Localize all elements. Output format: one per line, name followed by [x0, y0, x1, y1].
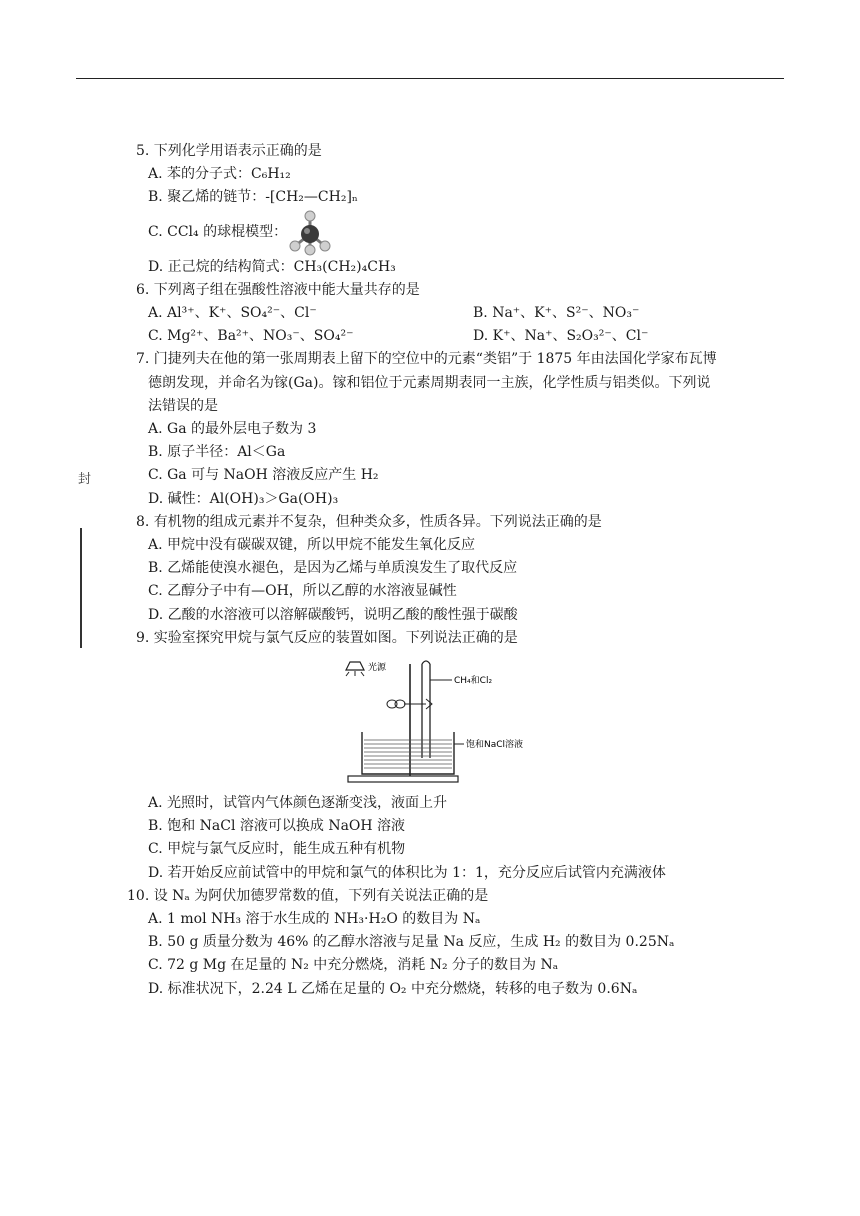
q10-stem: 10. 设 Nₐ 为阿伏加德罗常数的值，下列有关说法正确的是 — [127, 887, 489, 904]
q10-option-b: B. 50 g 质量分数为 46% 的乙醇水溶液与足量 Na 反应，生成 H₂ 的数目为 0.25Nₐ — [148, 934, 675, 951]
q7-stem-line1: 7. 门捷列夫在他的第一张周期表上留下的空位中的元素“类铝”于 1875 年由法国化学家布瓦博 — [136, 351, 717, 368]
question-5 — [134, 140, 784, 279]
q6-option-c: C. Mg²⁺、Ba²⁺、NO₃⁻、SO₄²⁻ — [148, 328, 354, 345]
solution-hatching — [364, 740, 452, 768]
q6-option-d: D. K⁺、Na⁺、S₂O₃²⁻、Cl⁻ — [473, 328, 649, 345]
question-9 — [134, 627, 784, 885]
q8-option-d: D. 乙酸的水溶液可以溶解碳酸钙，说明乙酸的酸性强于碳酸 — [148, 606, 518, 623]
q9-option-c: C. 甲烷与氯气反应时，能生成五种有机物 — [148, 841, 406, 858]
question-6 — [134, 279, 784, 349]
q7-stem-line2: 德朗发现，并命名为镓(Ga)。镓和铝位于元素周期表同一主族，化学性质与铝类似。下列说 — [148, 374, 711, 391]
question-8 — [134, 511, 784, 627]
q9-option-b: B. 饱和 NaCl 溶液可以换成 NaOH 溶液 — [148, 818, 406, 835]
q5-option-c-label: C. CCl₄ 的球棍模型： — [148, 224, 288, 240]
q5-option-a: A. 苯的分子式：C₆H₁₂ — [148, 166, 291, 183]
q8-stem: 8. 有机物的组成元素并不复杂，但种类众多，性质各异。下列说法正确的是 — [136, 513, 602, 530]
q10-option-c: C. 72 g Mg 在足量的 N₂ 中充分燃烧，消耗 N₂ 分子的数目为 Nₐ — [148, 957, 559, 974]
light-source-icon — [346, 662, 364, 676]
q5-option-d: D. 正己烷的结构简式：CH₃(CH₂)₄CH₃ — [148, 258, 396, 275]
q7-stem-line3: 法错误的是 — [148, 397, 218, 414]
q6-stem: 6. 下列离子组在强酸性溶液中能大量共存的是 — [136, 281, 420, 298]
stand-base — [348, 776, 458, 782]
question-10 — [125, 885, 784, 1001]
test-tube — [422, 661, 430, 758]
gas-label: CH₄和Cl₂ — [454, 676, 493, 687]
q7-option-c: C. Ga 可与 NaOH 溶液反应产生 H₂ — [148, 467, 379, 484]
methane-chlorine-apparatus-diagram — [340, 658, 560, 786]
exam-page — [127, 140, 784, 1001]
q8-option-a: A. 甲烷中没有碳碳双键，所以甲烷不能发生氧化反应 — [148, 537, 476, 554]
light-source-label: 光源 — [368, 663, 387, 674]
binding-margin-line — [80, 528, 82, 648]
q5-stem: 5. 下列化学用语表示正确的是 — [136, 143, 322, 159]
q8-option-b: B. 乙烯能使溴水褪色，是因为乙烯与单质溴发生了取代反应 — [148, 560, 518, 577]
q10-option-a: A. 1 mol NH₃ 溶于水生成的 NH₃·H₂O 的数目为 Nₐ — [148, 911, 481, 928]
q6-option-a: A. Al³⁺、K⁺、SO₄²⁻、Cl⁻ — [148, 305, 317, 322]
q7-option-b: B. 原子半径：Al＜Ga — [148, 444, 286, 461]
question-7 — [134, 348, 784, 510]
q5-option-c — [134, 210, 784, 256]
q10-option-d: D. 标准状况下，2.24 L 乙烯在足量的 O₂ 中充分燃烧，转移的电子数为 0.6Nₐ — [148, 980, 638, 997]
header-rule — [76, 78, 784, 79]
q6-option-b: B. Na⁺、K⁺、S²⁻、NO₃⁻ — [473, 305, 640, 322]
binding-margin-mark: 封 — [78, 472, 92, 487]
q7-option-a: A. Ga 的最外层电子数为 3 — [148, 421, 317, 438]
q5-option-b: B. 聚乙烯的链节：-[CH₂—CH₂]ₙ — [148, 189, 358, 206]
q8-option-c: C. 乙醇分子中有—OH，所以乙醇的水溶液显碱性 — [148, 583, 457, 600]
ccl4-ball-stick-model-icon — [287, 210, 333, 256]
q9-option-d: D. 若开始反应前试管中的甲烷和氯气的体积比为 1：1，充分反应后试管内充满液体 — [148, 864, 666, 881]
q9-option-a: A. 光照时，试管内气体颜色逐渐变浅，液面上升 — [148, 795, 448, 812]
solution-label: 饱和NaCl溶液 — [466, 740, 524, 751]
q7-option-d: D. 碱性：Al(OH)₃＞Ga(OH)₃ — [148, 490, 339, 507]
q9-stem: 9. 实验室探究甲烷与氯气反应的装置如图。下列说法正确的是 — [136, 629, 518, 646]
